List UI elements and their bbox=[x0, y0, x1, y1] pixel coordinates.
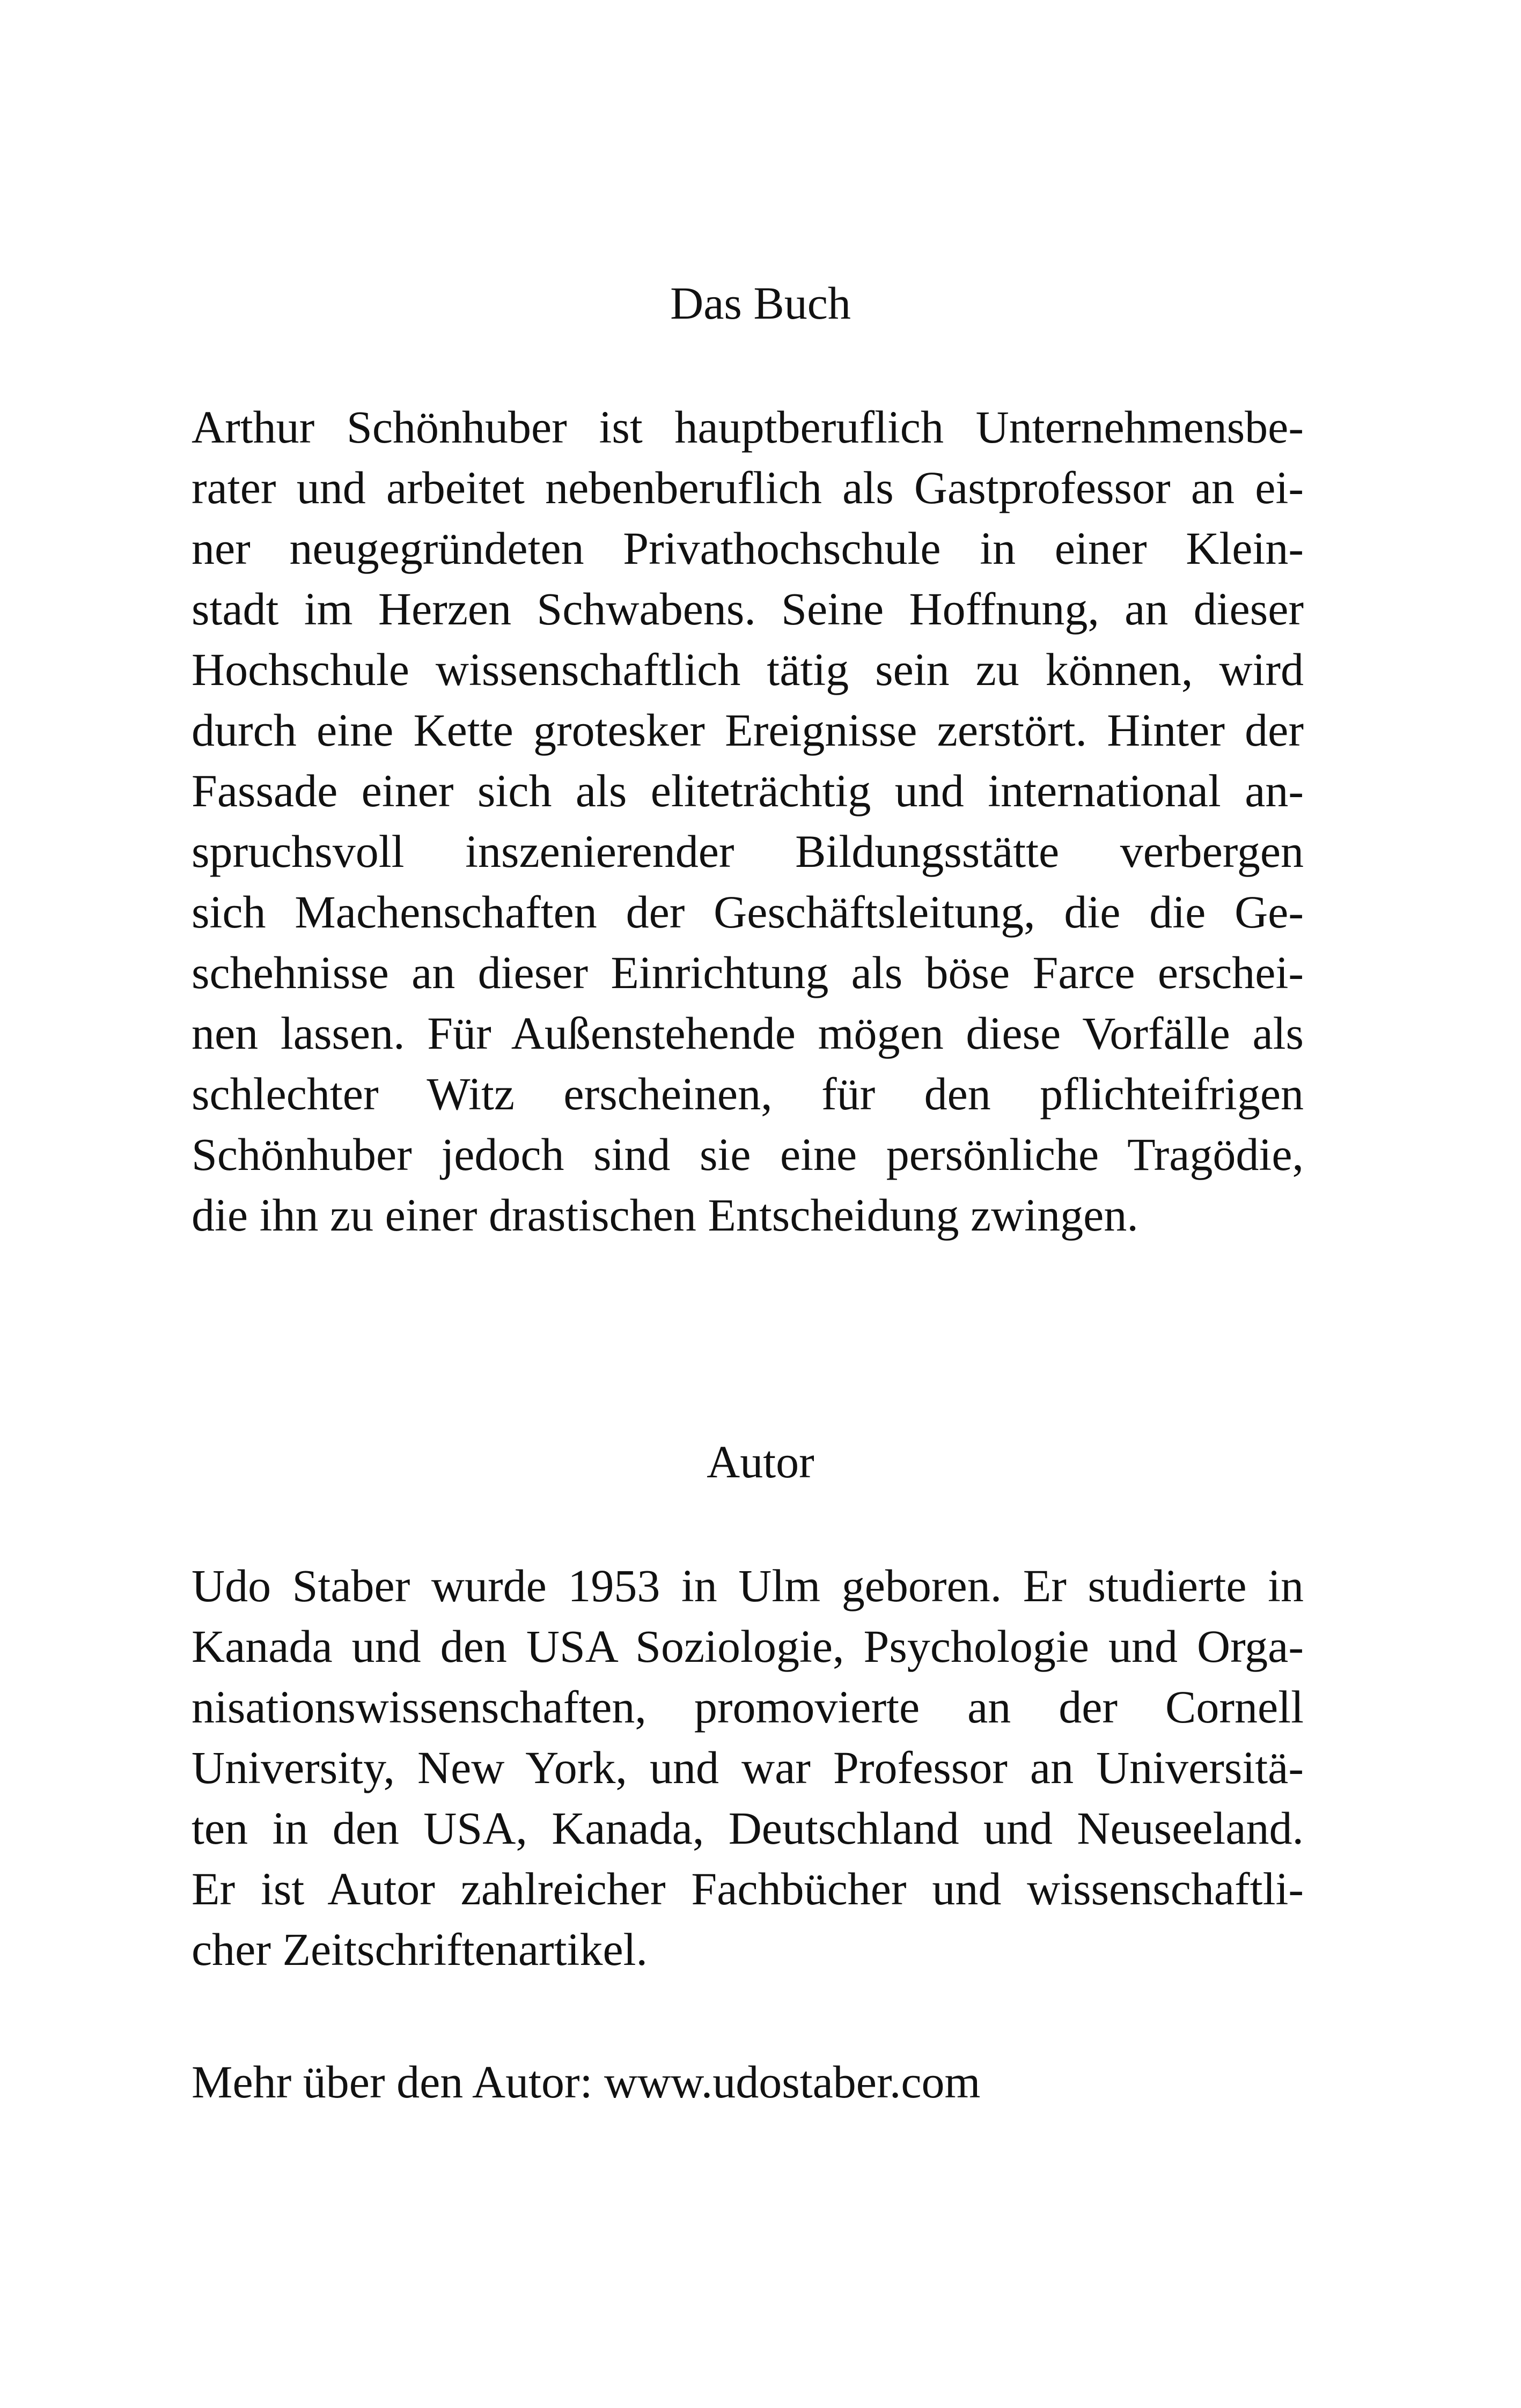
book-description-line: schlechter Witz erscheinen, für den pflichteifrigen bbox=[192, 1068, 1304, 1120]
author-bio-line: Udo Staber wurde 1953 in Ulm geboren. Er studierte in bbox=[192, 1560, 1304, 1611]
book-description-line: durch eine Kette grotesker Ereignisse zerstört. Hinter der bbox=[192, 704, 1304, 756]
book-heading: Das Buch bbox=[670, 277, 851, 329]
book-description-line: rater und arbeitet nebenberuflich als Gastprofessor an ei- bbox=[192, 462, 1304, 513]
author-bio-line: University, New York, und war Professor an Universitä- bbox=[192, 1742, 1304, 1793]
author-bio-line: cher Zeitschriftenartikel. bbox=[192, 1924, 648, 1975]
author-website-note bbox=[192, 2052, 1304, 2112]
book-description-line: sich Machenschaften der Geschäftsleitung, die die Ge- bbox=[192, 886, 1304, 938]
book-description-line: ner neugegründeten Privathochschule in einer Klein- bbox=[192, 522, 1304, 574]
book-description bbox=[192, 397, 1304, 1246]
book-description-line: die ihn zu einer drastischen Entscheidung zwingen. bbox=[192, 1189, 1138, 1241]
author-bio-line: ten in den USA, Kanada, Deutschland und Neuseeland. bbox=[192, 1802, 1304, 1854]
author-heading: Autor bbox=[707, 1436, 814, 1487]
book-description-line: schehnisse an dieser Einrichtung als böse Farce erschei- bbox=[192, 947, 1304, 998]
book-description-line: nen lassen. Für Außenstehende mögen diese Vorfälle als bbox=[192, 1007, 1304, 1059]
author-bio-line: Er ist Autor zahlreicher Fachbücher und wissenschaftli- bbox=[192, 1863, 1304, 1914]
author-website-text: Mehr über den Autor: www.udostaber.com bbox=[192, 2056, 981, 2108]
book-description-line: Arthur Schönhuber ist hauptberuflich Unternehmensbe- bbox=[192, 401, 1304, 453]
author-bio-line: Kanada und den USA Soziologie, Psychologie und Orga- bbox=[192, 1621, 1304, 1672]
book-description-line: stadt im Herzen Schwabens. Seine Hoffnung, an dieser bbox=[192, 583, 1304, 635]
book-description-line: Hochschule wissenschaftlich tätig sein zu können, wird bbox=[192, 644, 1304, 695]
author-bio-line: nisationswissenschaften, promovierte an der Cornell bbox=[192, 1681, 1304, 1733]
book-description-line: Schönhuber jedoch sind sie eine persönliche Tragödie, bbox=[192, 1129, 1304, 1180]
book-description-line: Fassade einer sich als eliteträchtig und international an- bbox=[192, 765, 1304, 816]
book-description-line: spruchsvoll inszenierender Bildungsstätte verbergen bbox=[192, 826, 1304, 877]
author-bio bbox=[192, 1556, 1304, 1980]
